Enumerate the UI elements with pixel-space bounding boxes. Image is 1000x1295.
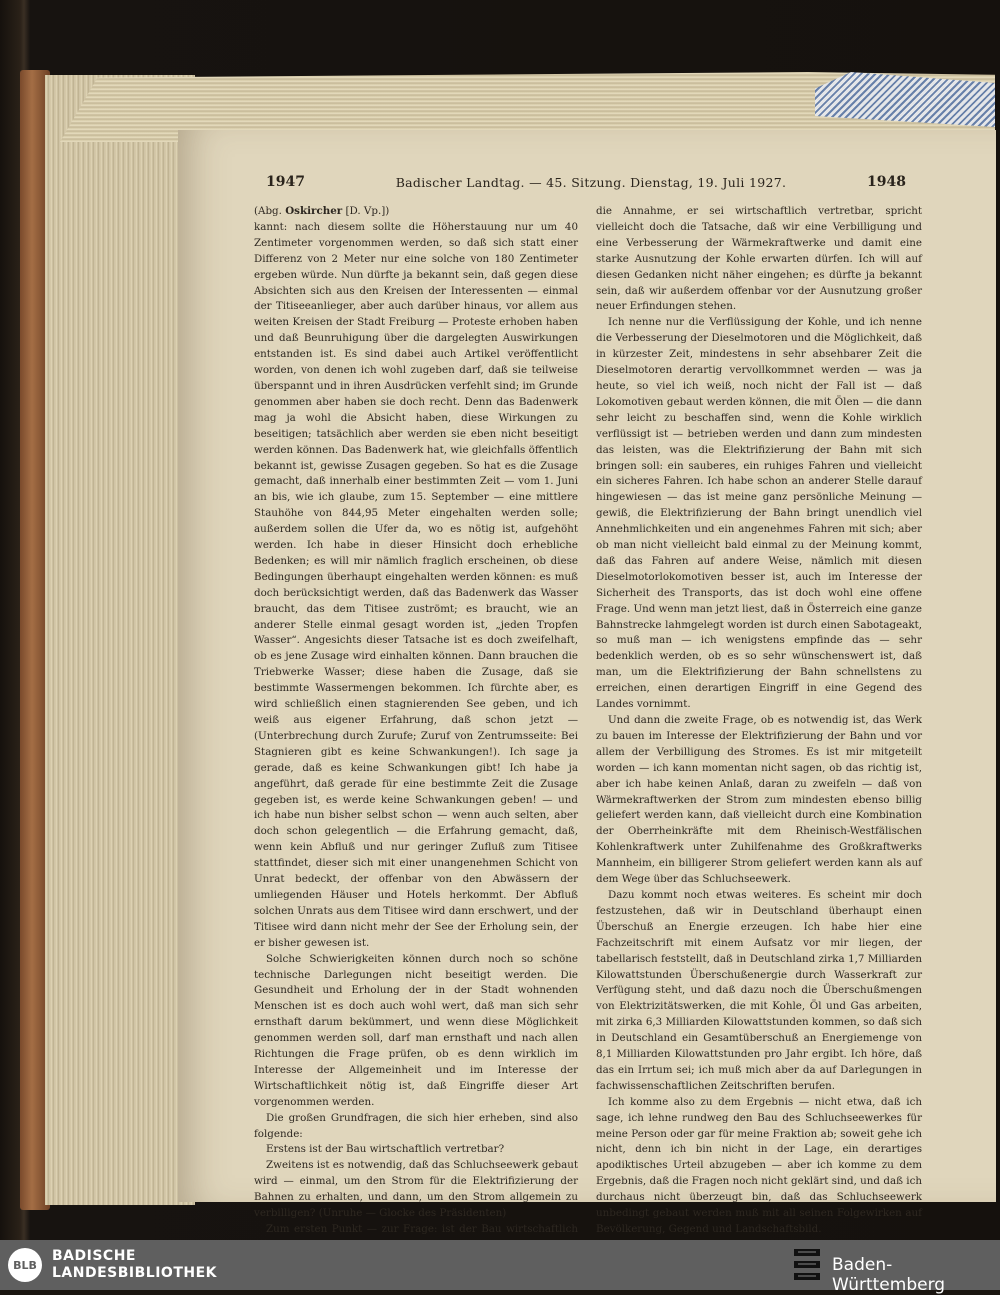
- speaker-suffix: [D. Vp.]): [345, 205, 390, 217]
- library-name[interactable]: [52, 1248, 217, 1282]
- paragraph: Die großen Grundfragen, die sich hier erheben, sind also folgende:: [254, 1111, 578, 1140]
- blb-logo[interactable]: [8, 1248, 42, 1282]
- document-page: [178, 130, 996, 1235]
- page-header: [266, 174, 906, 196]
- blb-logo-text: BLB: [13, 1258, 37, 1272]
- speaker-prefix: (Abg.: [254, 205, 282, 217]
- page-edges: [45, 75, 195, 1205]
- paragraph: Zum ersten Punkt — zur Frage: ist der Bau wirtschaftlich: [266, 1223, 578, 1235]
- right-column: [596, 204, 922, 1238]
- page-number-right: 1948: [867, 174, 906, 190]
- running-title: Badischer Landtag. — 45. Sitzung. Dienstag, 19. Juli 1927.: [395, 175, 787, 190]
- paragraph: Erstens ist der Bau wirtschaftlich vertretbar?: [266, 1143, 505, 1156]
- speaker-line: [254, 204, 578, 220]
- state-name[interactable]: Baden-Württemberg: [832, 1255, 946, 1295]
- paragraph: Ich nenne nur die Verflüssigung der Kohle, und ich nenne die Verbesserung der Dieselmotoren und die Möglichkeit, daß in kürzester Zeit, mindestens in sehr absehbarer Zeit die Dieselmotoren derartig vervollkommnet werden — was ja heute, so viel ich weiß, noch nicht der Fall ist — daß Lokomotiven gebaut werden können, die mit Ölen — die dann sehr leicht zu beschaffen sind, wenn die Kohle wirklich verflüssigt ist — betrieben werden und dann zum mindesten das leisten, was die Elektrifizierung der Bahn mit sich bringen soll: ein sauberes, ein ruhiges Fahren und vielleicht ein sicheres Fahren. Ich habe schon an anderer Stelle darauf hingewiesen — das ist meine ganz persönliche Meinung — gewiß, die Elektrifizierung der Bahn bringt unendlich viel Annehmlichkeiten und ein angenehmes Fahren mit sich; aber ob man nicht vielleicht bald einmal zu der Meinung kommt, daß das Fahren auf andere Weise, nämlich mit diesen Dieselmotorlokomotiven besser ist, auch im Interesse der Sicherheit des Transports, das ist doch wohl eine offene Frage. Und wenn man jetzt liest, daß in Österreich eine ganze Bahnstrecke lahmgelegt worden ist durch einen Sabotageakt, so muß man — ich wenigstens empfinde das — sehr bedenklich werden, ob es so sehr wünschenswert ist, daß man, um die Elektrifizierung der Bahn schnellstens zu erreichen, einen derartigen Eingriff in eine Gegend des Landes vornimmt.: [596, 316, 922, 711]
- left-column: [254, 204, 578, 1286]
- paragraph: kannt: nach diesem sollte die Höherstauung nur um 40 Zentimeter vorgenommen werden, so daß sich statt einer Differenz von 2 Meter nur eine solche von 180 Zentimeter ergeben würde. Nun dürfte ja bekannt sein, daß gegen diese Absichten sich aus den Kreisen der Interessenten — einmal der Titiseeanlieger, aber auch darüber hinaus, vor allem aus weiten Kreisen der Stadt Freiburg — Proteste erhoben haben und daß Beunruhigung über die dargelegten Auswirkungen entstanden ist. Es sind dabei auch Artikel veröffentlicht worden, von denen ich wohl zugeben darf, daß sie teilweise überspannt und in ihren Ausdrücken verfehlt sind; im Grunde genommen aber haben sie doch recht. Denn das Badenwerk mag ja wohl die Absicht haben, diese Wirkungen zu beseitigen; tatsächlich aber werden sie eben nicht beseitigt werden können. Das Badenwerk hat, wie gleichfalls öffentlich bekannt ist, gewisse Zusagen gegeben. So hat es die Zusage gemacht, daß innerhalb einer bestimmten Zeit — vom 1. Juni an bis, wie ich glaube, zum 15. September — eine mittlere Stauhöhe von 844,95 Meter eingehalten werden solle; außerdem sollen die Ufer da, wo es nötig ist, aufgehöht werden. Ich habe in dieser Hinsicht doch erhebliche Bedenken; es will mir nämlich fraglich erscheinen, ob diese Bedingungen überhaupt eingehalten werden können: es muß doch berücksichtigt werden, daß das Badenwerk das Wasser braucht, das dem Titisee zuströmt; es braucht, wie an anderer Stelle einmal gesagt worden ist, „jeden Tropfen Wasser“. Angesichts dieser Tatsache ist es doch zweifelhaft, ob es jene Zusage wird einhalten können. Dann brauchen die Triebwerke Wasser; diese haben die Zusage, daß sie bestimmte Wassermengen bekommen. Ich fürchte aber, es wird schließlich einen stagnierenden See geben, und ich weiß aus eigener Erfahrung, daß schon jetzt — (Unterbrechung durch Zurufe; Zuruf von Zentrumsseite: Bei Stagnieren gibt es keine Schwankungen!). Ich sage ja gerade, daß es keine Schwankungen gibt! Ich habe ja angeführt, daß gerade für eine bestimmte Zeit die Zusage gegeben ist, es werde keine Schwankungen geben! — und ich habe nun bisher selbst schon — wenn auch selten, aber doch schon gelegentlich — die Erfahrung gemacht, daß, wenn kein Abfluß und nur geringer Zufluß zum Titisee stattfindet, dieser sich mit einer unangenehmen Schicht von Unrat bedeckt, der offenbar von den Abwässern der umliegenden Häuser und Hotels herkommt. Der Abfluß solchen Unrats aus dem Titisee wird dann erschwert, und der Titisee wird dann nicht mehr der See der Erholung sein, der er bisher gewesen ist.: [254, 220, 578, 949]
- paragraph: die Annahme, er sei wirtschaftlich vertretbar, spricht vielleicht doch die Tatsache, daß wir eine Verbilligung und eine Verbesserung der Wärmekraftwerke und damit eine starke Ausnutzung der Kohle erwarten dürfen. Ich will auf diesen Gedanken nicht näher eingehen; es dürfte ja bekannt sein, daß wir außerdem offenbar vor der Ausnutzung großer neuer Erfindungen stehen.: [596, 205, 922, 313]
- state-lions-icon: [792, 1246, 822, 1284]
- paragraph: Und dann die zweite Frage, ob es notwendig ist, das Werk zu bauen im Interesse der Elektrifizierung der Bahn und vor allem der Verbilligung des Stromes. Es ist mir mitgeteilt worden — ich kann momentan nicht sagen, ob das richtig ist, aber ich habe keinen Anlaß, daran zu zweifeln — daß von Wärmekraftwerken der Strom zum mindesten ebenso billig geliefert werden kann, daß vielleicht durch eine Kombination der Oberrheinkräfte mit dem Rheinisch-Westfälischen Kohlenkraftwerk unter Zuhilfenahme des Großkraftwerks Mannheim, ein billigerer Strom geliefert werden kann als auf dem Wege über das Schluchseewerk.: [596, 714, 922, 886]
- library-name-line1: BADISCHE: [52, 1248, 136, 1264]
- paragraph: Solche Schwierigkeiten können durch noch so schöne technische Darlegungen nicht beseitigt werden. Die Gesundheit und Erholung der in der Stadt wohnenden Menschen ist es doch auch wohl wert, daß man sich sehr ernsthaft darum bekümmert, und wenn diese Möglichkeit genommen werden soll, darf man ernsthaft und nach allen Richtungen die Frage prüfen, ob es denn wirklich im Interesse der Allgemeinheit und im Interesse der Wirtschaftlichkeit nötig ist, daß Eingriffe dieser Art vorgenommen werden.: [254, 952, 578, 1108]
- paragraph: Dazu kommt noch etwas weiteres. Es scheint mir doch festzustehen, daß wir in Deutschland überhaupt einen Überschuß an Energie erzeugen. Ich habe hier eine Fachzeitschrift mit einem Aufsatz vor mir liegen, der tabellarisch feststellt, daß in Deutschland zirka 1,7 Milliarden Kilowattstunden Überschußenergie durch Wasserkraft zur Verfügung steht, und daß dazu noch die Überschußmengen von Elektrizitätswerken, die mit Kohle, Öl und Gas arbeiten, mit zirka 6,3 Milliarden Kilowattstunden kommen, so daß sich in Deutschland ein Gesamtüberschuß an Energiemenge von 8,1 Milliarden Kilowattstunden pro Jahr ergibt. Ich höre, daß das ein Irrtum sei; ich muß mich aber da auf Darlegungen in fachwissenschaftlichen Zeitschriften berufen.: [596, 888, 922, 1092]
- speaker-name: Oskircher: [285, 205, 343, 217]
- page-number-left: 1947: [266, 174, 305, 190]
- paragraph: Zweitens ist es notwendig, daß das Schluchseewerk gebaut wird — einmal, um den Strom für die Elektrifizierung der Bahnen zu erhalten, und dann, um den Strom allgemein zu verbilligen? (Unruhe — Glocke des Präsidenten): [254, 1159, 578, 1220]
- library-footer: [0, 1240, 1000, 1295]
- paragraph: Ich komme also zu dem Ergebnis — nicht etwa, daß ich sage, ich lehne rundweg den Bau des Schluchseewerkes für meine Person oder gar für meine Fraktion ab; soweit gehe ich nicht, denn ich bin nicht in der Lage, ein derartiges apodiktisches Urteil abzugeben — aber ich komme zu dem Ergebnis, daß die Fragen noch nicht geklärt sind, und daß ich durchaus nicht überzeugt bin, daß das Schluchseewerk unbedingt gebaut werden muß mit all seinen Folgewirken auf Bevölkerung, Gegend und Landschaftsbild.: [596, 1095, 922, 1235]
- library-name-line2: LANDESBIBLIOTHEK: [52, 1265, 218, 1281]
